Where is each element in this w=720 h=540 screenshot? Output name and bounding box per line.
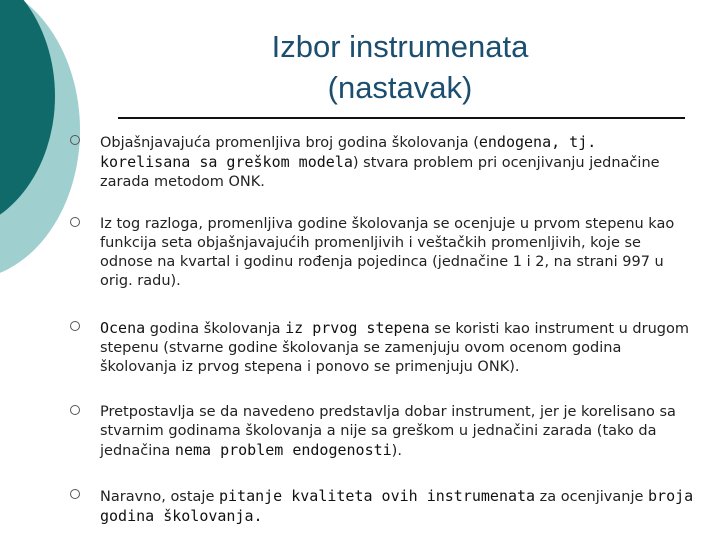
title-line-2: (nastavak) [327, 70, 473, 105]
bullet-item-5 [70, 487, 695, 527]
text-run: ). [391, 443, 402, 459]
text-run: Iz tog razloga, promenljiva godine školovanja se ocenjuje u prvom stepenu kao funkcija seta objašnjavajućih promenljivih i veštačkih promenljivih, koje se odnose na kvartal i godinu rođenja pojedinca (jednačine 1 i 2, na strani 997 u orig. radu). [100, 216, 675, 289]
bullet-icon [70, 489, 80, 499]
text-run: Objašnjavajuća promenljiva broj godina školovanja ( [100, 135, 479, 151]
emphasis-run: nema problem endogenosti [174, 441, 392, 459]
bullet-text [100, 215, 695, 291]
slide-title [235, 26, 565, 108]
text-run: godina školovanja [145, 321, 286, 337]
bullet-text [100, 487, 695, 527]
emphasis-run: broja godina školovanja. [100, 487, 694, 525]
bullet-item-3 [70, 319, 695, 377]
title-divider [118, 117, 685, 119]
emphasis-run: iz prvog stepena [285, 319, 430, 337]
bullet-icon [70, 135, 80, 145]
bullet-text [100, 403, 695, 461]
text-run: ) stvara problem pri ocenjivanju jednačine zarada metodom ONK. [100, 155, 660, 190]
emphasis-run: pitanje kvaliteta ovih instrumenata [219, 487, 536, 505]
text-run: Pretpostavlja se da navedeno predstavlja dobar instrument, jer je korelisano sa stvarnim godinama školovanja a nije sa greškom u jednačini zarada (tako da jednačina [100, 404, 676, 459]
bullet-item-4 [70, 403, 695, 461]
text-run: se koristi kao instrument u drugom stepenu (stvarne godine školovanja se zamenjuju ovom ocenom godina školovanja iz prvog stepena i ponovo se primenjuju ONK). [100, 321, 689, 375]
bullet-item-1 [70, 133, 695, 192]
bullet-icon [70, 405, 80, 415]
bullet-icon [70, 321, 80, 331]
emphasis-run: Ocena [100, 319, 146, 337]
emphasis-run: endogena, tj. korelisana sa greškom modela [100, 133, 597, 171]
text-run: Naravno, ostaje [100, 489, 219, 505]
bullet-text [100, 319, 695, 377]
text-run: za ocenjivanje [535, 489, 649, 505]
bullet-text [100, 133, 695, 192]
bullet-item-2 [70, 215, 695, 291]
bullet-icon [70, 217, 80, 227]
title-line-1: Izbor instrumenata [271, 29, 529, 64]
